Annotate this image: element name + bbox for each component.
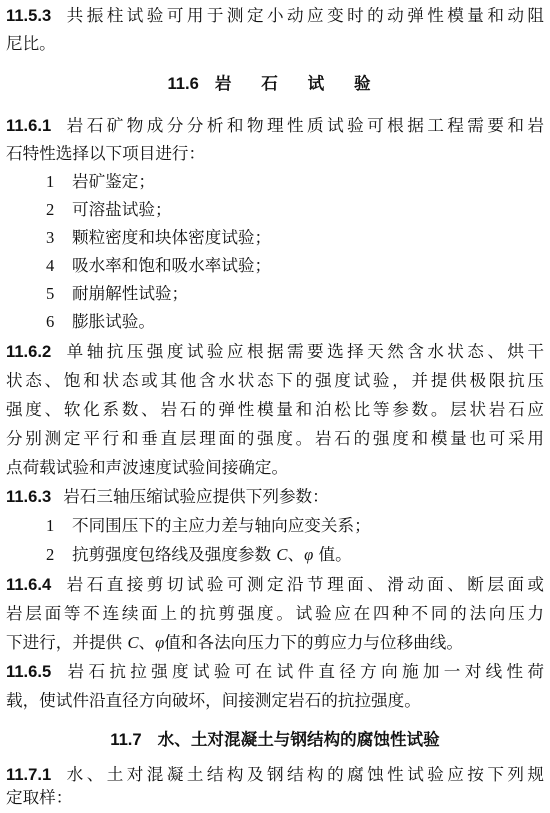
clause-text: 、 [138,633,156,652]
item-number: 1 [46,516,55,535]
item-text: 颗粒密度和块体密度试验； [72,228,272,247]
list-item [46,308,544,336]
symbol-c: C [276,545,288,564]
list-item [46,196,544,224]
clause-text: 岩石矿物成分分析和物理性质试验可根据工程需要和岩 [63,116,544,135]
clause-text: 定取样： [6,788,73,807]
list-item [46,224,544,252]
clause-text: 值和各法向压力下的剪应力与位移曲线。 [164,633,463,652]
clause-text: 岩石抗拉强度试验可在试件直径方向施加一对线性荷 [63,662,544,681]
item-number: 6 [46,312,55,331]
symbol-phi: φ [304,545,314,564]
clause-11-5-3-line-2 [6,30,544,58]
section-title: 水、土对混凝土与钢结构的腐蚀性试验 [157,730,440,749]
item-text: 抗剪强度包络线及强度参数 [72,545,277,564]
clause-11-6-2-line-3 [6,396,544,424]
item-text: 值。 [313,545,352,564]
item-text: 不同围压下的主应力差与轴向应变关系； [72,516,371,535]
clause-number: 11.7.1 [6,765,52,784]
clause-11-6-1-line-2 [6,140,544,168]
clause-number: 11.6.4 [6,575,52,594]
clause-11-6-2-line-1 [6,338,544,366]
clause-11-6-2-line-5 [6,454,544,482]
item-number: 5 [46,284,55,303]
clause-text: 单轴抗压强度试验应根据需要选择天然含水状态、烘干 [63,342,544,361]
section-heading-11-6 [0,70,550,98]
item-number: 2 [46,200,55,219]
clause-text: 强度、软化系数、岩石的弹性模量和泊松比等参数。层状岩石应 [6,400,544,419]
symbol-phi: φ [155,633,165,652]
section-number: 11.6 [167,74,199,93]
item-number: 3 [46,228,55,247]
clause-number: 11.6.1 [6,116,52,135]
item-text: 、 [287,545,305,564]
clause-11-6-1-line-1 [6,112,544,140]
clause-number: 11.6.5 [6,662,52,681]
clause-11-6-5-line-2 [6,687,544,715]
clause-11-6-3-line-1 [6,483,544,511]
list-item [46,512,544,540]
clause-11-6-2-line-2 [6,367,544,395]
clause-11-6-2-line-4 [6,425,544,453]
list-item [46,252,544,280]
clause-text: 点荷载试验和声波速度试验间接确定。 [6,458,289,477]
clause-text: 状态、饱和状态或其他含水状态下的强度试验，并提供极限抗压 [6,371,544,390]
clause-11-6-4-line-3 [6,629,544,657]
section-heading-11-7 [0,726,550,754]
clause-number: 11.6.2 [6,342,52,361]
item-text: 吸水率和饱和吸水率试验； [72,256,272,275]
clause-11-6-5-line-1 [6,658,544,686]
clause-text: 石特性选择以下项目进行： [6,144,206,163]
item-number: 4 [46,256,55,275]
clause-number: 11.5.3 [6,6,52,25]
item-text: 岩矿鉴定； [72,172,155,191]
clause-11-6-4-line-2 [6,600,544,628]
clause-11-7-1-line-2 [6,784,544,812]
item-text: 可溶盐试验； [72,200,172,219]
clause-text: 岩石三轴压缩试验应提供下列参数： [63,487,329,506]
symbol-c: C [127,633,139,652]
list-item [46,168,544,196]
list-item [46,541,544,569]
clause-11-5-3-line-1 [6,2,544,30]
clause-text: 分别测定平行和垂直层理面的强度。岩石的强度和模量也可采用 [6,429,544,448]
clause-11-6-4-line-1 [6,571,544,599]
clause-text: 下进行，并提供 [6,633,128,652]
item-text: 膨胀试验。 [72,312,155,331]
section-number: 11.7 [110,730,142,749]
clause-text: 岩层面等不连续面上的抗剪强度。试验应在四种不同的法向压力 [6,604,544,623]
section-title: 岩 石 试 验 [214,74,383,93]
clause-text: 岩石直接剪切试验可测定沿节理面、滑动面、断层面或 [63,575,544,594]
clause-text: 共振柱试验可用于测定小动应变时的动弹性模量和动阻 [63,6,544,25]
clause-text: 水、土对混凝土结构及钢结构的腐蚀性试验应按下列规 [63,765,544,784]
clause-text: 载，使试件沿直径方向破坏，间接测定岩石的抗拉强度。 [6,691,421,710]
item-number: 1 [46,172,55,191]
clause-number: 11.6.3 [6,487,52,506]
item-text: 耐崩解性试验； [72,284,189,303]
list-item [46,280,544,308]
clause-text: 尼比。 [6,34,56,53]
item-number: 2 [46,545,55,564]
